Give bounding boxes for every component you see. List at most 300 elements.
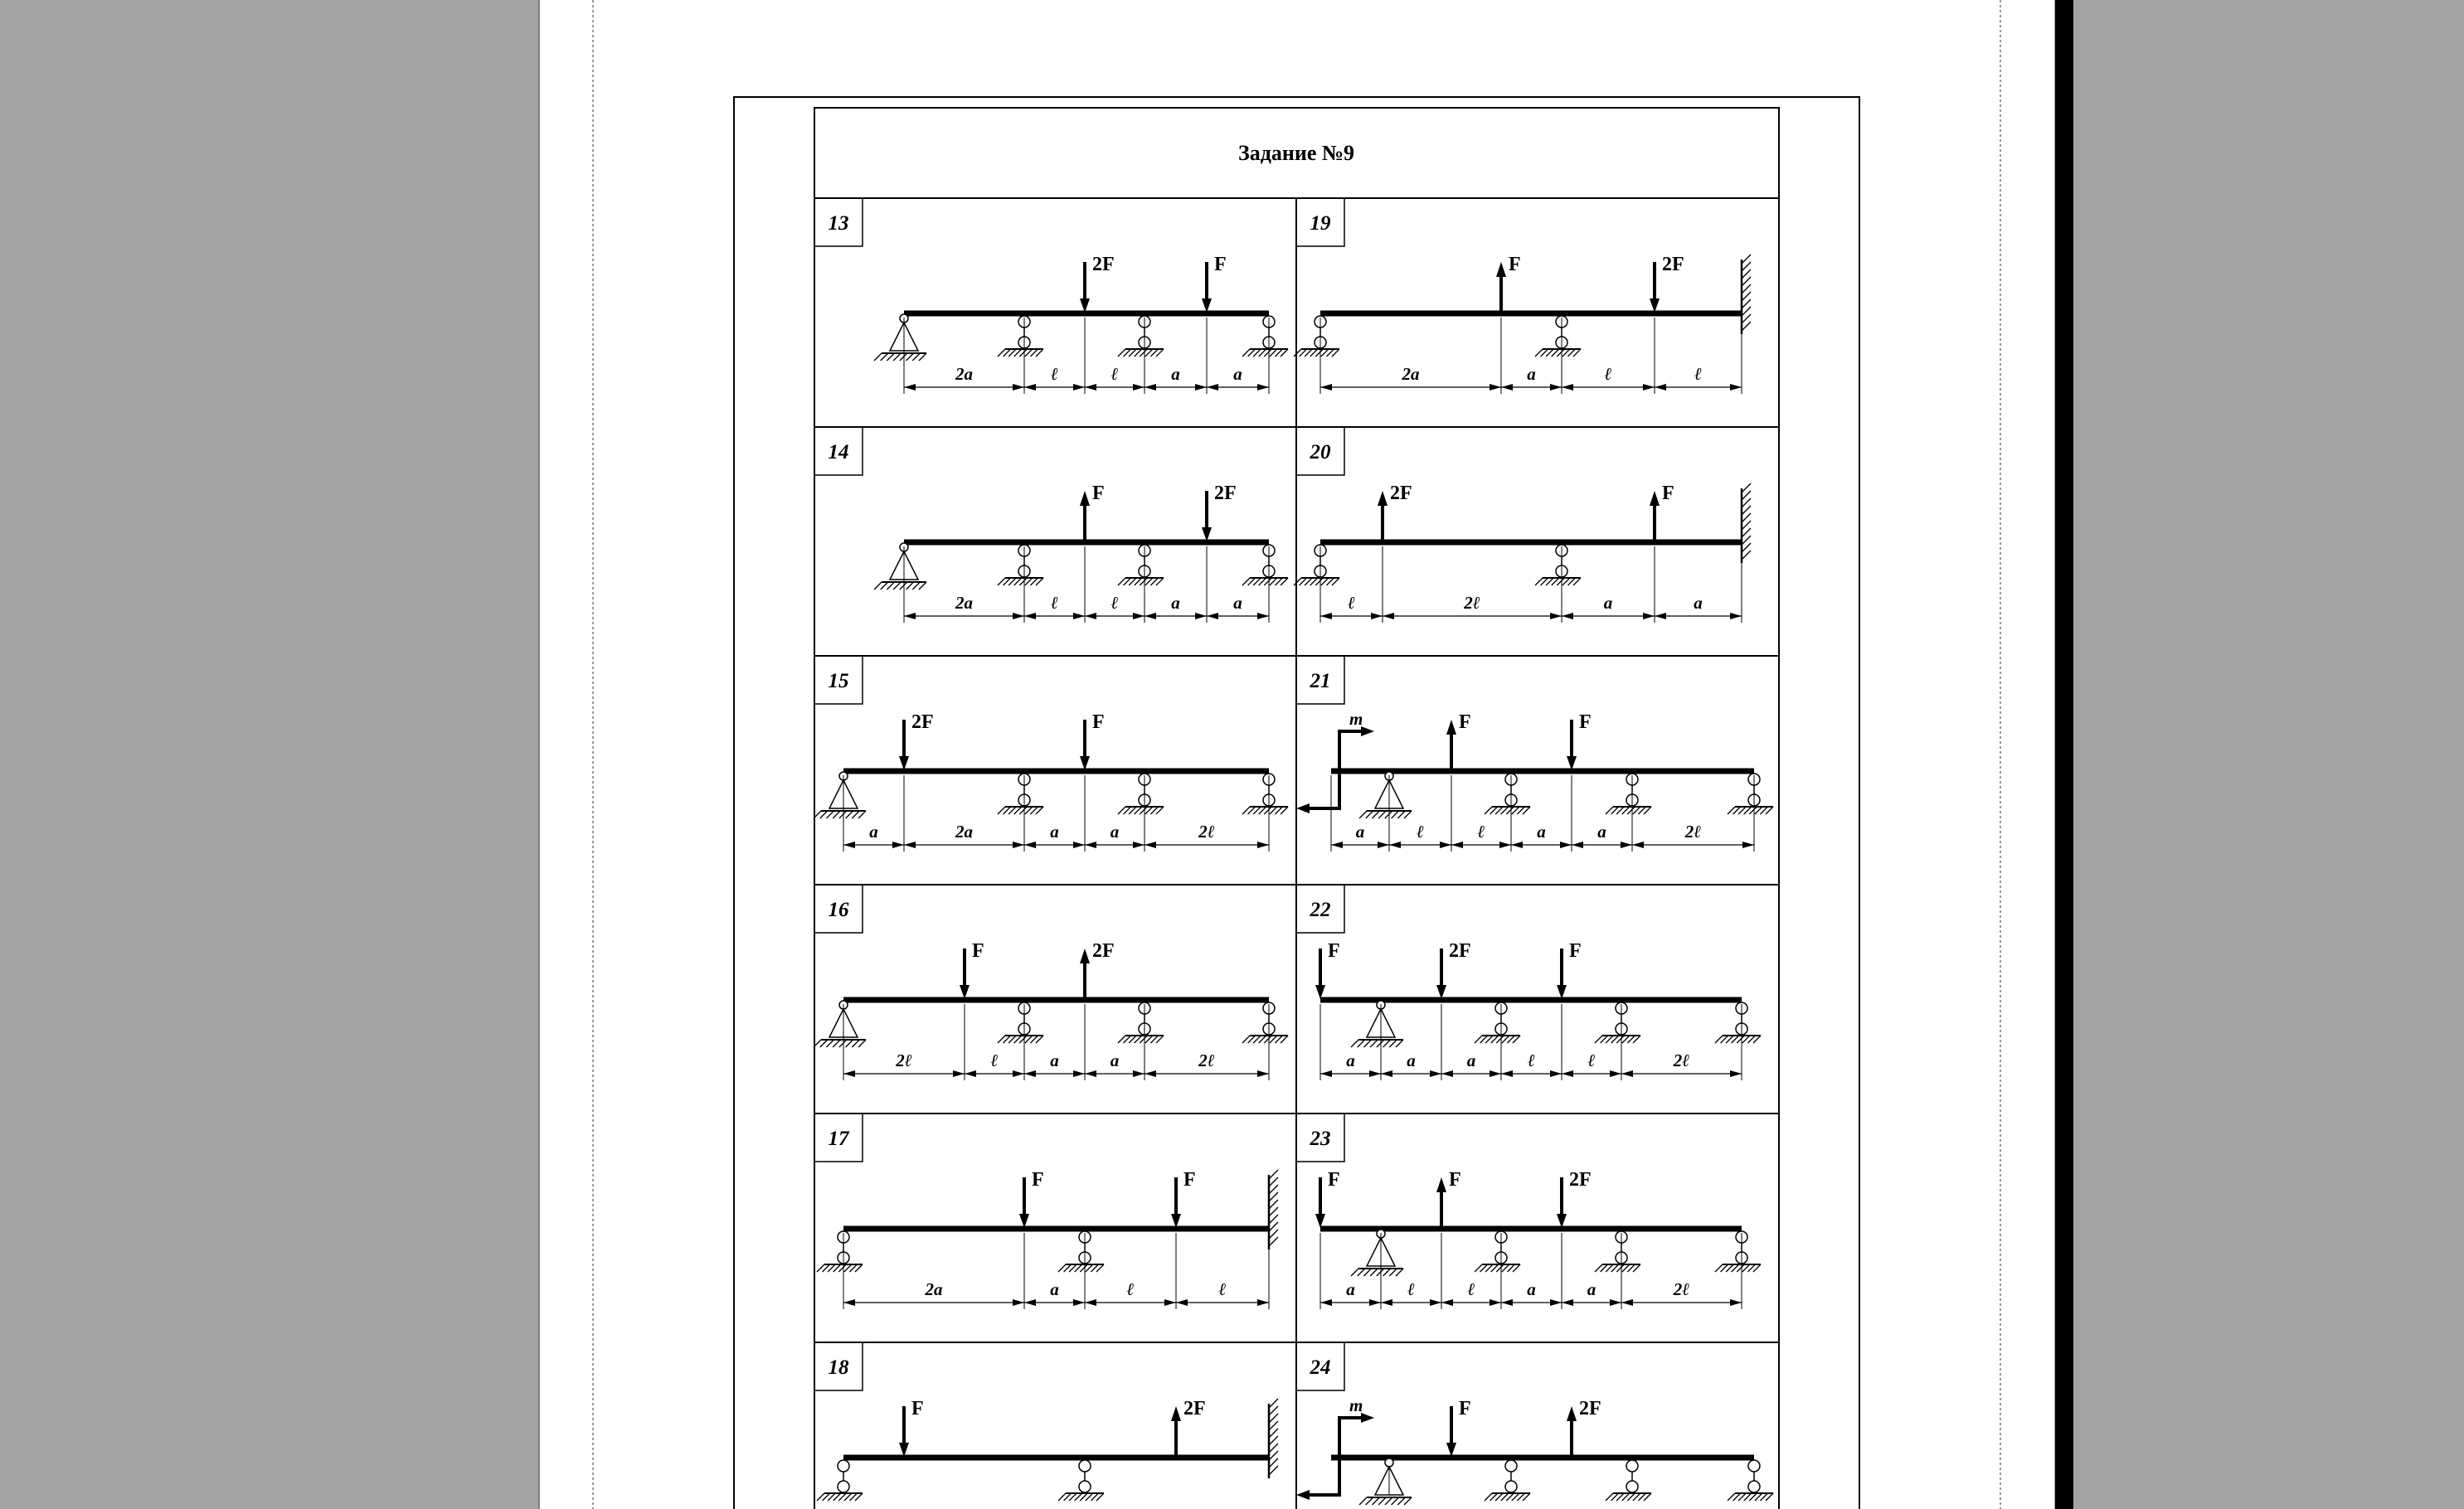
force-arrow (1315, 940, 1340, 999)
dimension-arrowhead (1257, 384, 1269, 391)
wall-hatch (1742, 262, 1751, 271)
roller-support (1242, 774, 1288, 814)
wall-hatch (1742, 322, 1751, 331)
roller-support (1058, 1460, 1104, 1501)
dimension-arrowhead (1451, 842, 1463, 848)
dimension-arrowhead (1440, 842, 1451, 848)
moment-head-top (1361, 1413, 1374, 1423)
dimension-arrowhead (1730, 1070, 1742, 1077)
force-head (1315, 985, 1325, 999)
wall-hatch (1742, 307, 1751, 316)
roller-support (1715, 1231, 1761, 1272)
task-cell-16 (814, 885, 1288, 1080)
dimension-label: a (1110, 1050, 1120, 1070)
force-head (1202, 527, 1212, 541)
support-hatch (1378, 1497, 1386, 1505)
dimension-label: a (1537, 822, 1546, 842)
dimension-arrowhead (1511, 842, 1523, 848)
force-arrow (1315, 1169, 1340, 1228)
support-hatch (846, 1040, 853, 1047)
force-head (1567, 756, 1577, 770)
wall-hatch (1269, 1185, 1278, 1194)
support-hatch (1363, 1040, 1371, 1047)
support-hatch (1351, 1269, 1358, 1276)
force-label: F (1092, 483, 1105, 504)
roller-support (998, 316, 1043, 357)
dimension-label: a (1597, 822, 1606, 842)
dimension-label: ℓ (1407, 1279, 1415, 1299)
wall-hatch (1742, 269, 1751, 279)
fixed-wall (1742, 483, 1751, 563)
dimension-arrowhead (1430, 1299, 1441, 1306)
force-label: F (1662, 483, 1674, 504)
dimension-arrowhead (1207, 613, 1218, 619)
support-hatch (858, 811, 866, 818)
force-label: F (1032, 1169, 1044, 1191)
roller-bottom-circle (1748, 1481, 1760, 1492)
pin-support (1359, 772, 1412, 818)
support-hatch (839, 811, 847, 818)
support-hatch (1366, 1497, 1373, 1505)
dimension-label: a (1527, 364, 1536, 384)
roller-support (1728, 774, 1773, 814)
roller-support (1475, 1002, 1520, 1043)
dimension-label: a (1110, 822, 1120, 842)
dimension-arrowhead (1257, 1299, 1269, 1306)
dimension-arrowhead (1085, 613, 1096, 619)
support-hatch (906, 353, 914, 361)
support-hatch (874, 353, 882, 361)
dimension-label: a (1407, 1050, 1416, 1070)
dimension-line (843, 1233, 1269, 1309)
dimension-arrowhead (904, 842, 916, 848)
force-head (1019, 1214, 1029, 1228)
dimension-label: ℓ (1528, 1050, 1535, 1070)
dimension-label: a (1603, 593, 1613, 613)
roller-top-circle (1079, 1460, 1091, 1472)
dimension-arrowhead (1073, 1070, 1085, 1077)
dimension-arrowhead (1024, 842, 1036, 848)
force-head (1080, 491, 1090, 506)
dimension-arrowhead (1207, 384, 1218, 391)
wall-hatch (1742, 292, 1751, 301)
force-head (1436, 1177, 1446, 1192)
fixed-wall (1269, 1399, 1278, 1478)
roller-support (1595, 1231, 1640, 1272)
dimension-label: a (1233, 364, 1242, 384)
dimension-label: 2a (925, 1279, 943, 1299)
support-hatch (1392, 1497, 1399, 1505)
dimension-arrowhead (1133, 842, 1145, 848)
force-head (1650, 491, 1660, 506)
dimension-arrowhead (1013, 384, 1024, 391)
dimension-arrowhead (1073, 613, 1085, 619)
roller-support (1475, 1231, 1520, 1272)
wall-hatch (1742, 543, 1751, 552)
dimension-arrowhead (1013, 1299, 1024, 1306)
dimension-arrowhead (1085, 1299, 1096, 1306)
dimension-label: ℓ (990, 1050, 999, 1070)
force-arrow (1202, 254, 1227, 313)
force-label: F (1579, 711, 1592, 733)
support-hatch (900, 353, 907, 361)
pin-support (1351, 1001, 1403, 1047)
task-number: 22 (1310, 899, 1331, 921)
support-hatch (839, 1040, 847, 1047)
support-hatch (874, 582, 882, 590)
wall-hatch (1269, 1436, 1278, 1445)
task-number: 16 (828, 899, 849, 921)
force-arrow (1080, 940, 1115, 1000)
dimension-arrowhead (1490, 1299, 1501, 1306)
dimension-label: a (1050, 1279, 1059, 1299)
wall-hatch (1269, 1222, 1278, 1231)
support-hatch (919, 582, 926, 590)
dimension-line (1320, 546, 1742, 623)
support-hatch (1404, 811, 1412, 818)
dimension-label: a (1171, 364, 1180, 384)
dimension-label: a (869, 822, 878, 842)
roller-support (1535, 545, 1581, 585)
roller-support (1118, 1002, 1164, 1043)
support-hatch (833, 811, 840, 818)
roller-support (817, 1460, 863, 1501)
moment-label: m (1349, 709, 1363, 729)
dimension-label: ℓ (1051, 593, 1058, 613)
dimension-arrowhead (1133, 384, 1145, 391)
force-head (1080, 949, 1090, 963)
force-head (1496, 262, 1506, 277)
dimension-arrowhead (904, 613, 916, 619)
dimension-arrowhead (904, 384, 916, 391)
dimension-arrowhead (1369, 1070, 1381, 1077)
support-hatch (1358, 1269, 1365, 1276)
dimension-arrowhead (1490, 1070, 1501, 1077)
support-hatch (1392, 811, 1399, 818)
dimension-arrowhead (1610, 1299, 1621, 1306)
support-hatch (1396, 1269, 1403, 1276)
task-cells (814, 198, 1773, 1505)
dimension-label: ℓ (1477, 822, 1485, 842)
force-label: F (1509, 254, 1521, 275)
dimension-label: a (1694, 593, 1703, 613)
task-cell-17 (814, 1114, 1278, 1309)
dimension-arrowhead (1371, 613, 1383, 619)
force-label: F (972, 940, 984, 962)
support-hatch (1363, 1269, 1371, 1276)
force-arrow (960, 940, 984, 999)
wall-hatch (1269, 1230, 1278, 1239)
support-hatch (1378, 811, 1386, 818)
dimension-line (904, 546, 1269, 623)
dimension-arrowhead (1257, 1070, 1269, 1077)
force-head (960, 985, 970, 999)
moment-head-bottom (1296, 1490, 1310, 1500)
roller-support (1294, 316, 1339, 357)
roller-support (1606, 774, 1651, 814)
wall-hatch (1269, 1399, 1278, 1408)
dimension-arrowhead (843, 1070, 855, 1077)
force-label: F (911, 1398, 924, 1419)
task-number: 19 (1310, 212, 1331, 235)
pin-support (874, 314, 926, 361)
dimension-arrowhead (1013, 1070, 1024, 1077)
support-hatch (1397, 811, 1405, 818)
dimension-arrowhead (1381, 1299, 1392, 1306)
support-hatch (906, 582, 914, 590)
force-label: 2F (1569, 1169, 1592, 1191)
wall-hatch (1742, 491, 1751, 500)
dimension-arrowhead (1550, 613, 1562, 619)
dimension-arrowhead (1164, 1299, 1176, 1306)
dimension-label: ℓ (1051, 364, 1058, 384)
dimension-arrowhead (1320, 613, 1332, 619)
fixed-wall (1269, 1170, 1278, 1249)
dimension-arrowhead (1490, 384, 1501, 391)
dimension-arrowhead (1730, 1299, 1742, 1306)
dimension-arrowhead (1024, 1299, 1036, 1306)
dimension-arrowhead (1610, 1070, 1621, 1077)
wall-hatch (1269, 1237, 1278, 1246)
roller-support (1118, 774, 1164, 814)
dimension-label: ℓ (1467, 1279, 1475, 1299)
dimension-arrowhead (1331, 842, 1343, 848)
dimension-label: 2ℓ (1684, 822, 1702, 842)
wall-hatch (1742, 483, 1751, 492)
force-head (1557, 985, 1567, 999)
dimension-arrowhead (1441, 1299, 1453, 1306)
pin-support (814, 1001, 866, 1047)
dimension-arrowhead (1550, 1299, 1562, 1306)
task-cell-21 (1296, 656, 1773, 852)
dimension-arrowhead (1632, 842, 1644, 848)
dimension-label: 2ℓ (1198, 822, 1215, 842)
dimension-arrowhead (1655, 384, 1666, 391)
dimension-arrowhead (1572, 842, 1583, 848)
task-number: 15 (828, 670, 849, 692)
dimension-arrowhead (1195, 613, 1207, 619)
roller-support (1606, 1460, 1651, 1501)
force-label: F (1459, 711, 1471, 733)
dimension-arrowhead (1562, 384, 1573, 391)
roller-support (1242, 545, 1288, 585)
force-label: F (1449, 1169, 1461, 1191)
roller-support (998, 774, 1043, 814)
task-cell-14 (814, 427, 1288, 623)
wall-hatch (1269, 1207, 1278, 1216)
roller-bottom-circle (1079, 1481, 1091, 1492)
support-hatch (912, 353, 920, 361)
force-arrow (1080, 711, 1105, 770)
dimension-arrowhead (965, 1070, 976, 1077)
dimension-arrowhead (1501, 384, 1513, 391)
roller-support (1058, 1231, 1104, 1272)
moment-label: m (1349, 1395, 1363, 1415)
dimension-arrowhead (1550, 1070, 1562, 1077)
force-arrow (1557, 1169, 1592, 1228)
force-head (1171, 1214, 1181, 1228)
dimension-arrowhead (1730, 613, 1742, 619)
support-hatch (1372, 1497, 1379, 1505)
wall-hatch (1269, 1414, 1278, 1423)
dimension-arrowhead (1550, 384, 1562, 391)
dimension-label: ℓ (1126, 1279, 1135, 1299)
wall-hatch (1742, 506, 1751, 515)
wall-hatch (1269, 1421, 1278, 1430)
dimension-arrowhead (892, 842, 904, 848)
force-arrow (1436, 940, 1471, 999)
task-number: 20 (1310, 441, 1331, 463)
dimension-arrowhead (1378, 842, 1389, 848)
force-head (1202, 298, 1212, 313)
dimension-label: 2a (1402, 364, 1420, 384)
task-cell-19 (1294, 198, 1751, 394)
force-head (1315, 1214, 1325, 1228)
dimension-label: a (1233, 593, 1242, 613)
dimension-label: a (1050, 822, 1059, 842)
roller-top-circle (838, 1460, 849, 1472)
support-hatch (893, 582, 901, 590)
dimension-arrowhead (1383, 613, 1394, 619)
task-cell-18 (814, 1342, 1278, 1501)
force-arrow (1436, 1169, 1461, 1229)
moment-load (1296, 709, 1374, 813)
dimension-arrowhead (1145, 1070, 1156, 1077)
support-hatch (1389, 1269, 1397, 1276)
task-cell-23 (1296, 1114, 1761, 1309)
support-hatch (887, 582, 894, 590)
dimension-label: 2ℓ (1198, 1050, 1215, 1070)
dimension-label: ℓ (1417, 822, 1424, 842)
dimension-label: ℓ (1587, 1050, 1596, 1070)
dimension-line (843, 775, 1269, 852)
wall-hatch (1742, 528, 1751, 537)
dimension-arrowhead (1501, 1070, 1513, 1077)
dimension-arrowhead (1257, 842, 1269, 848)
wall-hatch (1269, 1406, 1278, 1415)
dimension-label: 2a (955, 822, 973, 842)
support-hatch (1385, 811, 1392, 818)
dimension-label: a (1346, 1050, 1355, 1070)
support-hatch (846, 811, 853, 818)
dimension-label: ℓ (1111, 593, 1119, 613)
dimension-arrowhead (1562, 1299, 1573, 1306)
dimension-arrowhead (1085, 384, 1096, 391)
dimension-arrowhead (1024, 1070, 1036, 1077)
force-label: 2F (1390, 483, 1412, 504)
force-arrow (1080, 483, 1105, 542)
task-cell-13 (814, 198, 1288, 394)
support-hatch (826, 811, 833, 818)
wall-hatch (1269, 1451, 1278, 1460)
task-number: 21 (1310, 670, 1331, 692)
dimension-label: ℓ (1604, 364, 1612, 384)
task-cell-24 (1296, 1342, 1773, 1505)
dimension-arrowhead (1560, 842, 1572, 848)
dimension-line (843, 1004, 1269, 1080)
force-head (1171, 1406, 1181, 1421)
support-hatch (1370, 1269, 1378, 1276)
force-head (1446, 1443, 1456, 1457)
dimension-arrowhead (1085, 842, 1096, 848)
wall-hatch (1742, 255, 1751, 264)
wall-hatch (1742, 299, 1751, 308)
dimension-arrowhead (1133, 613, 1145, 619)
support-hatch (858, 1040, 866, 1047)
roller-support (1118, 545, 1164, 585)
roller-top-circle (1626, 1460, 1638, 1472)
dimension-label: ℓ (1111, 364, 1119, 384)
wall-hatch (1742, 277, 1751, 286)
dimension-arrowhead (1389, 842, 1401, 848)
roller-bottom-circle (1626, 1481, 1638, 1492)
support-hatch (1383, 1269, 1391, 1276)
dimension-label: 2ℓ (1464, 593, 1480, 613)
force-label: 2F (911, 711, 934, 733)
wall-hatch (1269, 1458, 1278, 1468)
moment-head-top (1361, 726, 1374, 736)
force-label: 2F (1092, 940, 1115, 962)
roller-support (1485, 774, 1530, 814)
dimension-arrowhead (1013, 613, 1024, 619)
force-head (1436, 985, 1446, 999)
wall-hatch (1269, 1170, 1278, 1179)
force-head (899, 1443, 909, 1457)
support-hatch (1377, 1269, 1384, 1276)
support-hatch (919, 353, 926, 361)
dimension-line (1331, 775, 1754, 852)
dimension-arrowhead (1195, 384, 1207, 391)
dimension-arrowhead (1562, 1070, 1573, 1077)
dimension-arrowhead (1369, 1299, 1381, 1306)
support-hatch (1396, 1040, 1403, 1047)
force-head (1567, 1406, 1577, 1421)
dimension-label: ℓ (1348, 593, 1355, 613)
dimension-arrowhead (1073, 384, 1085, 391)
roller-support (1728, 1460, 1773, 1501)
support-hatch (1359, 1497, 1367, 1505)
wall-hatch (1742, 551, 1751, 560)
dimension-arrowhead (1562, 613, 1573, 619)
dimension-label: a (1587, 1279, 1596, 1299)
wall-hatch (1742, 284, 1751, 294)
support-hatch (1383, 1040, 1391, 1047)
pin-support (814, 772, 866, 818)
roller-support (1294, 545, 1339, 585)
dimension-arrowhead (1643, 384, 1655, 391)
dimension-line (1320, 318, 1742, 394)
task-number: 14 (828, 441, 849, 463)
roller-support (1535, 316, 1581, 357)
roller-support (817, 1231, 863, 1272)
support-hatch (912, 582, 920, 590)
wall-hatch (1742, 536, 1751, 545)
force-label: F (1459, 1398, 1471, 1419)
task-number: 18 (828, 1356, 849, 1379)
force-label: 2F (1092, 254, 1115, 275)
support-hatch (1377, 1040, 1384, 1047)
force-arrow (1378, 483, 1412, 542)
roller-support (1242, 316, 1288, 357)
force-label: F (1569, 940, 1582, 962)
support-hatch (1397, 1497, 1405, 1505)
task-number: 17 (828, 1128, 849, 1150)
force-label: 2F (1662, 254, 1684, 275)
dimension-arrowhead (1320, 1070, 1332, 1077)
support-hatch (1385, 1497, 1392, 1505)
force-arrow (899, 1398, 924, 1457)
force-label: F (1328, 940, 1340, 962)
